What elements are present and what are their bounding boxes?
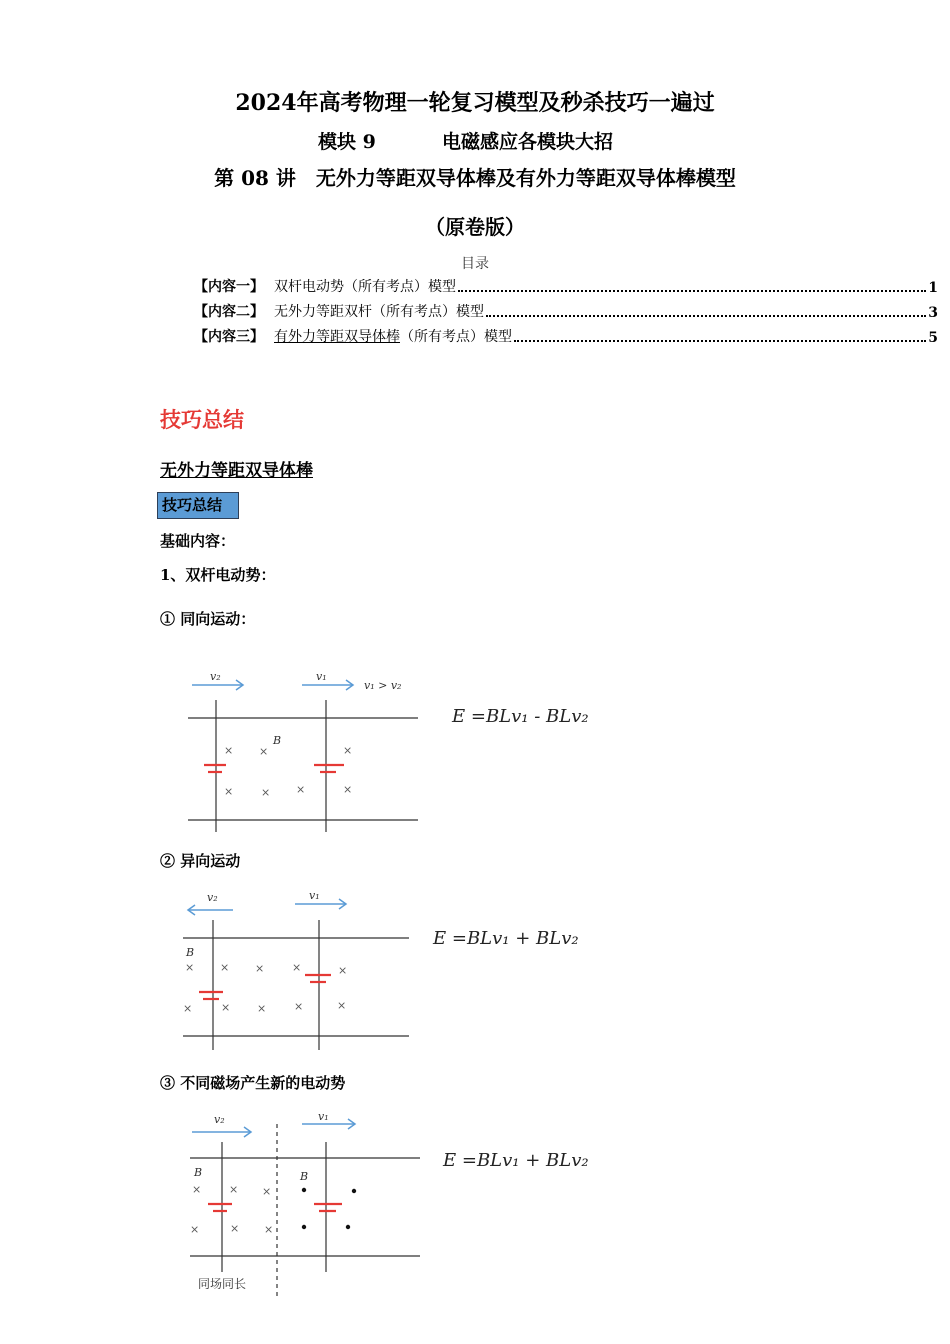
field-cross-marks bbox=[183, 961, 347, 1015]
field-label: B bbox=[186, 946, 195, 959]
toc-page: 3 bbox=[928, 305, 938, 321]
velocity-label: v₁ bbox=[316, 670, 327, 683]
velocity-label: v₁ bbox=[318, 1110, 329, 1123]
section-subtitle: 无外力等距双导体棒 bbox=[160, 461, 313, 481]
toc-leader bbox=[458, 290, 926, 292]
svg-text:×: × bbox=[224, 744, 234, 757]
svg-text:×: × bbox=[220, 961, 230, 974]
field-dot-marks bbox=[302, 1188, 356, 1229]
toc-text-rest: （所有考点）模型 bbox=[400, 329, 512, 345]
toc-text: 双杆电动势（所有考点）模型 bbox=[274, 279, 456, 295]
velocity-label: v₁ bbox=[309, 889, 320, 902]
svg-text:×: × bbox=[296, 783, 306, 796]
svg-text:×: × bbox=[261, 786, 271, 799]
formula-2: E =BLv₁ + BLv₂ bbox=[433, 928, 579, 949]
case-3-diagram bbox=[180, 1106, 430, 1302]
battery-icon bbox=[314, 765, 344, 772]
doc-title: 2024年高考物理一轮复习模型及秒杀技巧一遍过 bbox=[235, 90, 715, 116]
case-2-label: ② 异向运动 bbox=[160, 852, 241, 870]
section-title: 技巧总结 bbox=[160, 407, 244, 432]
battery-icon bbox=[208, 1204, 232, 1211]
battery-icon bbox=[305, 975, 331, 982]
field-label: B bbox=[273, 734, 282, 747]
velocity-label: v₂ bbox=[210, 670, 221, 683]
toc-page: 5 bbox=[928, 330, 938, 346]
speed-condition: v₁ > v₂ bbox=[364, 679, 402, 692]
toc-tag: 【内容一】 bbox=[194, 279, 264, 295]
svg-text:×: × bbox=[257, 1002, 267, 1015]
svg-text:×: × bbox=[190, 1223, 200, 1236]
formula-1: E =BLv₁ - BLv₂ bbox=[452, 706, 589, 727]
battery-icon bbox=[199, 992, 223, 999]
velocity-label: v₂ bbox=[207, 891, 218, 904]
svg-text:×: × bbox=[259, 745, 269, 758]
battery-icon bbox=[314, 1204, 342, 1211]
toc-entry-2[interactable] bbox=[194, 301, 938, 321]
toc-text-link: 有外力等距双导体棒 bbox=[274, 329, 400, 345]
module-number: 模块 9 bbox=[318, 131, 376, 153]
svg-text:×: × bbox=[343, 744, 353, 757]
velocity-label: v₂ bbox=[214, 1113, 225, 1126]
summary-badge: 技巧总结 bbox=[157, 492, 239, 519]
module-name: 电磁感应各模块大招 bbox=[442, 131, 614, 153]
field-cross-marks bbox=[190, 1183, 273, 1236]
diagram-note: 同场同长 bbox=[198, 1277, 247, 1291]
svg-text:×: × bbox=[230, 1222, 240, 1235]
case-2-diagram bbox=[175, 886, 425, 1056]
toc-leader bbox=[486, 315, 926, 317]
svg-text:×: × bbox=[292, 961, 302, 974]
field-label: B bbox=[300, 1170, 309, 1183]
toc-text: 无外力等距双杆（所有考点）模型 bbox=[274, 304, 484, 320]
toc-heading: 目录 bbox=[461, 256, 489, 272]
field-label: B bbox=[194, 1166, 203, 1179]
svg-text:×: × bbox=[255, 962, 265, 975]
point-1-label: 1、双杆电动势： bbox=[160, 566, 276, 584]
toc-tag: 【内容三】 bbox=[194, 329, 264, 345]
svg-text:×: × bbox=[294, 1000, 304, 1013]
svg-text:×: × bbox=[264, 1223, 274, 1236]
toc-page: 1 bbox=[928, 280, 938, 296]
toc-tag: 【内容二】 bbox=[194, 304, 264, 320]
svg-text:×: × bbox=[338, 964, 348, 977]
toc-entry-1[interactable] bbox=[194, 276, 938, 296]
svg-text:×: × bbox=[337, 999, 347, 1012]
basic-content-label: 基础内容： bbox=[160, 532, 236, 550]
formula-3: E =BLv₁ + BLv₂ bbox=[443, 1150, 589, 1171]
svg-text:×: × bbox=[224, 785, 234, 798]
edition-label: （原卷版） bbox=[425, 215, 525, 239]
svg-text:×: × bbox=[229, 1183, 239, 1196]
lecture-title: 第 08 讲 无外力等距双导体棒及有外力等距双导体棒模型 bbox=[214, 166, 736, 190]
svg-text:×: × bbox=[185, 961, 195, 974]
svg-text:×: × bbox=[262, 1185, 272, 1198]
toc-entry-3[interactable] bbox=[194, 326, 938, 346]
svg-text:×: × bbox=[183, 1002, 193, 1015]
svg-text:×: × bbox=[343, 783, 353, 796]
svg-text:×: × bbox=[192, 1183, 202, 1196]
case-1-label: ① 同向运动： bbox=[160, 610, 256, 628]
svg-text:×: × bbox=[221, 1001, 231, 1014]
case-1-diagram bbox=[180, 664, 440, 836]
toc-leader bbox=[514, 340, 926, 342]
case-3-label: ③ 不同磁场产生新的电动势 bbox=[160, 1074, 346, 1092]
battery-icon bbox=[204, 765, 226, 772]
